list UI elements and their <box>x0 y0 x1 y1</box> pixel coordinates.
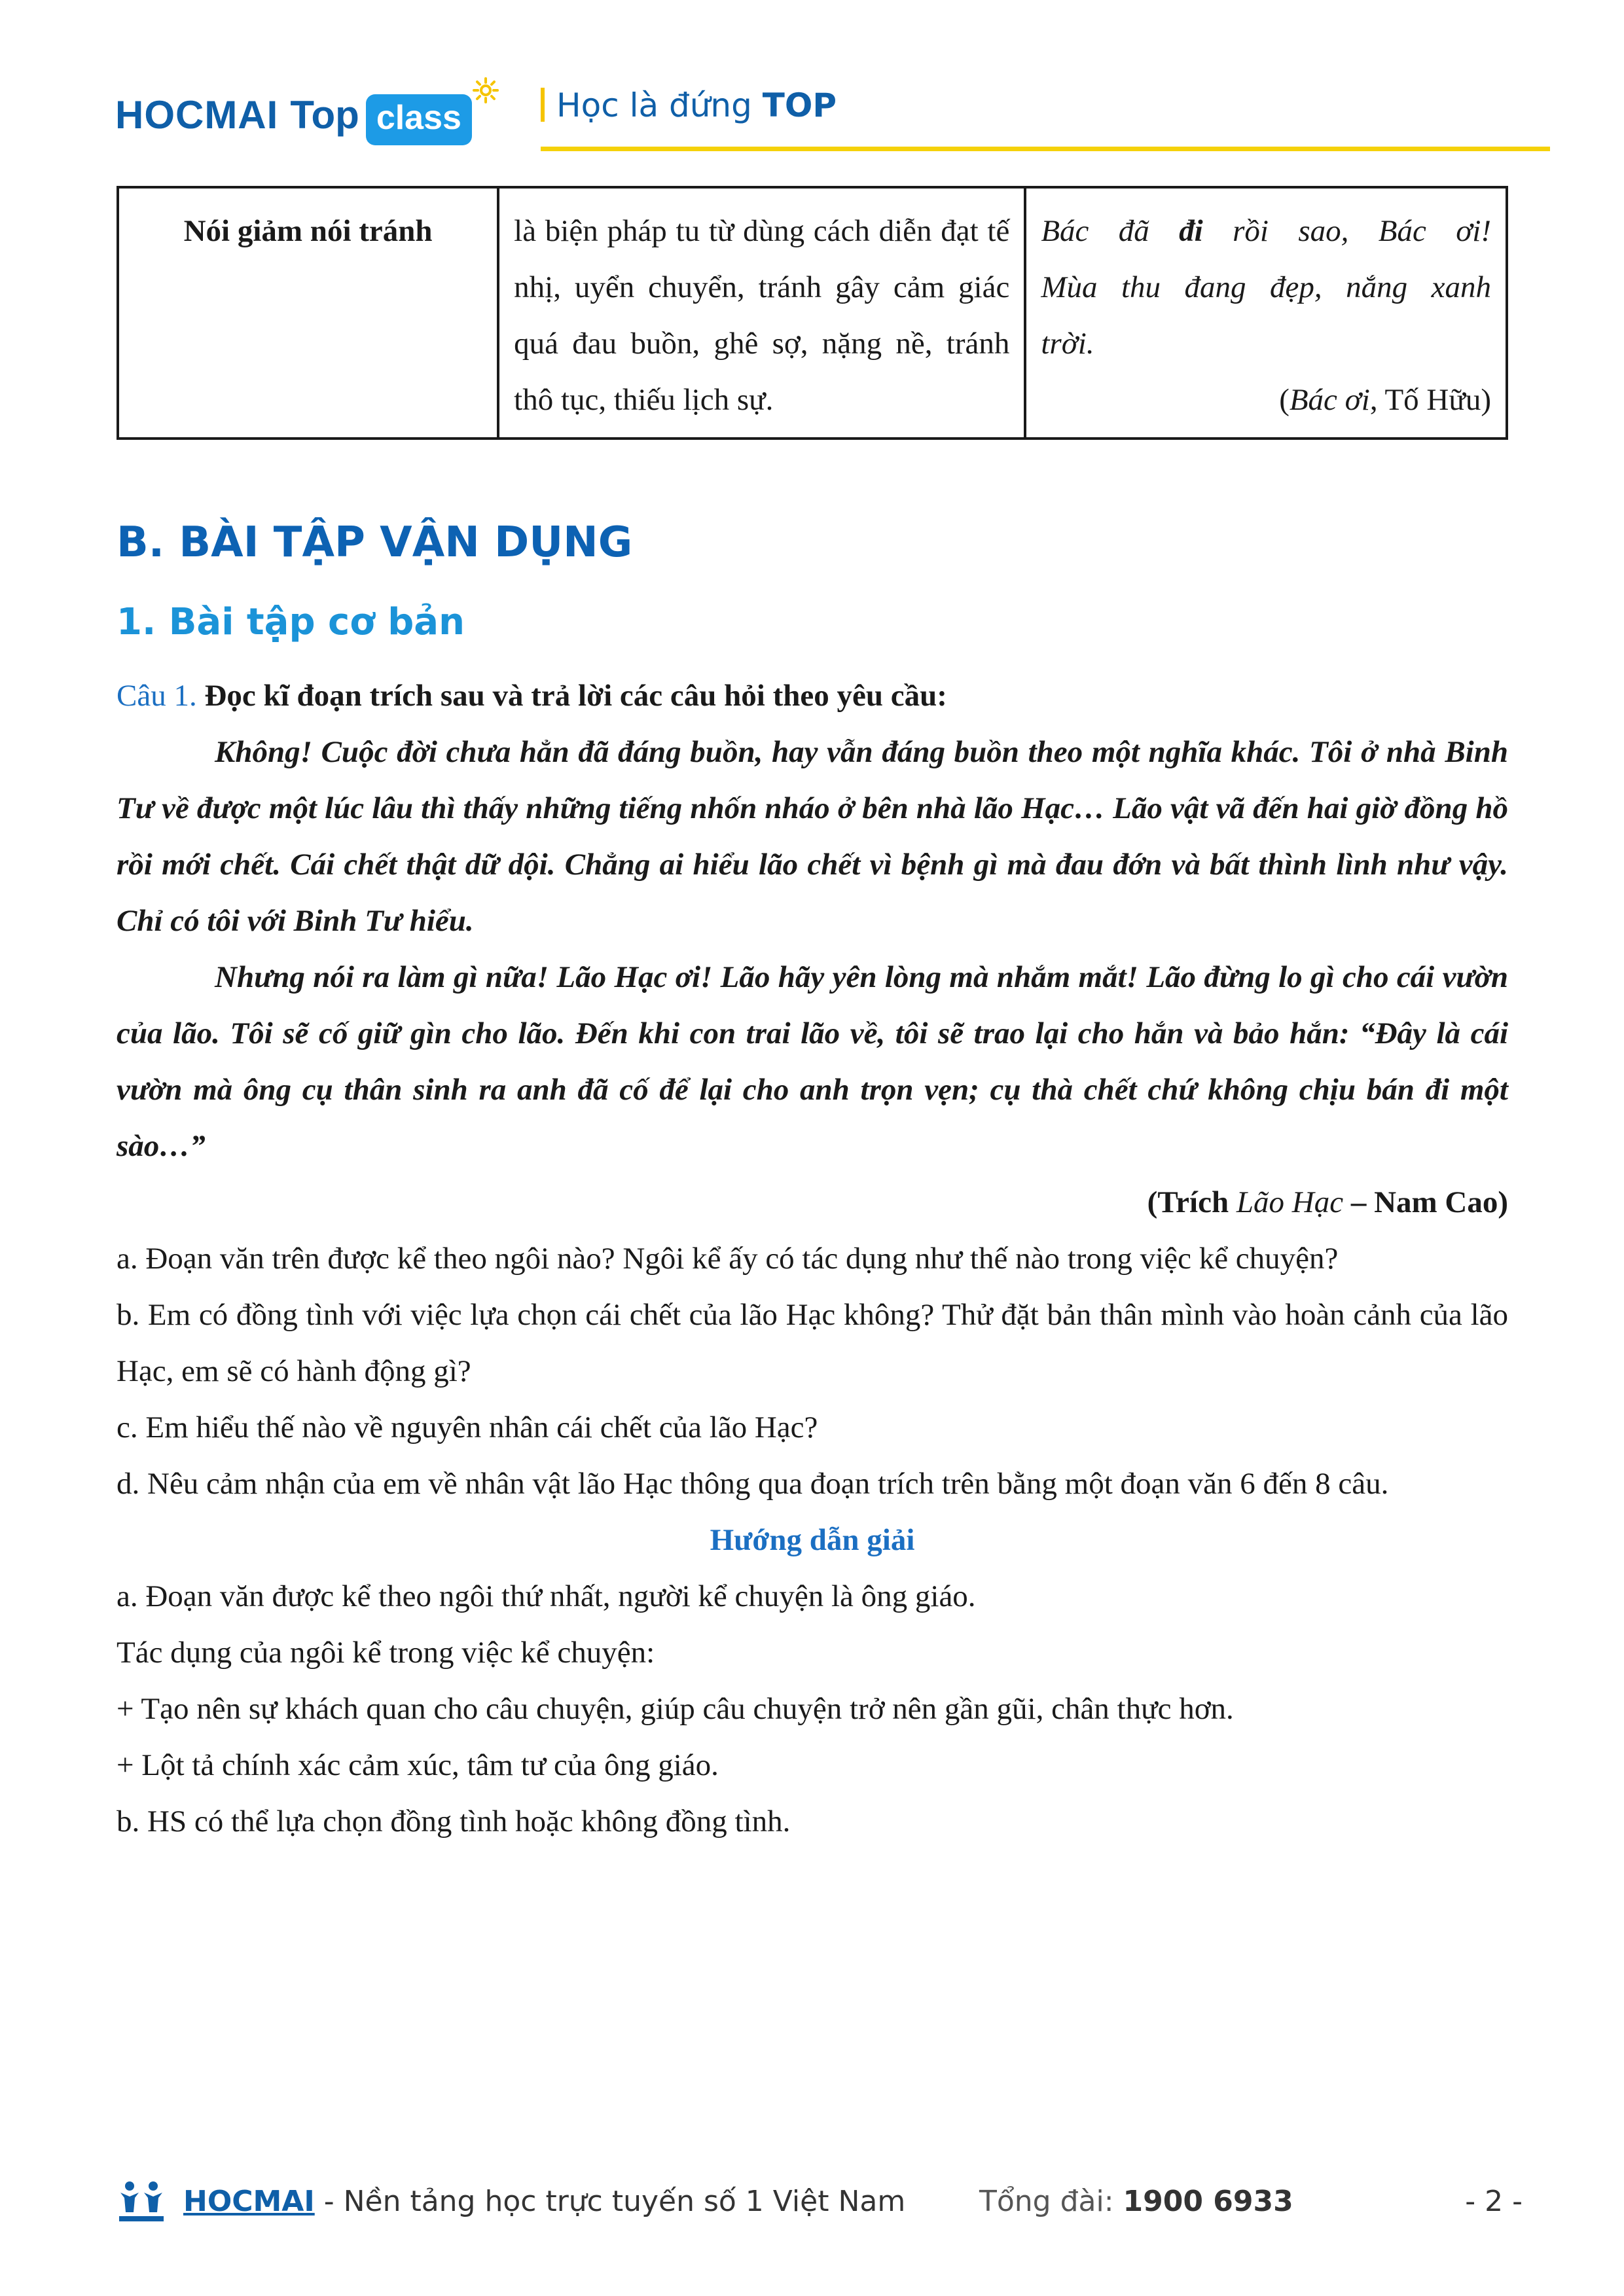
guide-line-4: + Lột tả chính xác cảm xúc, tâm tư của ông giáo. <box>117 1748 719 1782</box>
slogan-text: Học là đứng <box>556 86 752 124</box>
sun-icon <box>473 77 499 103</box>
question-item-d: d. Nêu cảm nhận của em về nhân vật lão Hạc thông qua đoạn trích trên bằng một đoạn văn 6 đến 8 câu. <box>117 1467 1389 1501</box>
logo-top-text: Top <box>290 92 359 137</box>
logo-hocmai-text: HOCMAI <box>115 92 279 137</box>
slogan-divider <box>541 88 545 122</box>
footer-tagline: HOCMAI - Nền tảng học trực tuyến số 1 Việt Nam <box>183 2185 906 2218</box>
term-cell: Nói giảm nói tránh <box>118 187 498 439</box>
logo-class-badge: class <box>366 94 472 145</box>
passage-source: (Trích Lão Hạc – Nam Cao) <box>1147 1185 1508 1219</box>
header-underline <box>541 147 1550 151</box>
example-line-1: Bác đã đi rồi sao, Bác ơi! <box>1041 214 1491 248</box>
question-item-a: a. Đoạn văn trên được kể theo ngôi nào? Ngôi kể ấy có tác dụng như thế nào trong việc kể chuyện? <box>117 1242 1339 1276</box>
definition-table <box>117 186 1508 440</box>
example-line-3: trời. <box>1041 327 1094 361</box>
slogan-bold: TOP <box>762 86 837 124</box>
example-cell <box>1025 187 1507 439</box>
example-line-2: Mùa thu đang đẹp, nắng xanh <box>1041 270 1491 304</box>
guide-line-5: b. HS có thể lựa chọn đồng tình hoặc không đồng tình. <box>117 1804 791 1839</box>
question-item-b: b. Em có đồng tình với việc lựa chọn cái chết của lão Hạc không? Thử đặt bản thân mình vào hoàn cảnh của lão Hạc, em sẽ có hành động gì? <box>117 1298 1508 1388</box>
footer-brand-link[interactable]: HOCMAI <box>183 2185 315 2218</box>
table-row <box>118 187 1507 439</box>
section-subtitle: 1. Bài tập cơ bản <box>117 601 465 643</box>
page-footer <box>115 2179 1523 2225</box>
guide-line-1: a. Đoạn văn được kể theo ngôi thứ nhất, người kể chuyện là ông giáo. <box>117 1579 976 1613</box>
guide-line-2: Tác dụng của ngôi kể trong việc kể chuyện: <box>117 1636 655 1670</box>
header-slogan <box>541 86 837 124</box>
question-item-c: c. Em hiểu thế nào về nguyên nhân cái chết của lão Hạc? <box>117 1410 818 1444</box>
question-prompt: Câu 1. Đọc kĩ đoạn trích sau và trả lời các câu hỏi theo yêu cầu: <box>117 679 947 713</box>
definition-cell: là biện pháp tu từ dùng cách diễn đạt tế nhị, uyển chuyển, tránh gây cảm giác quá đau buồn, ghê sợ, nặng nề, tránh thô tục, thiếu lịch sự. <box>498 187 1025 439</box>
page-number: - 2 - <box>1465 2185 1523 2218</box>
exercise-content <box>117 668 1508 1850</box>
example-source: (Bác ơi, Tố Hữu) <box>1279 383 1491 417</box>
passage-paragraph-1: Không! Cuộc đời chưa hẳn đã đáng buồn, hay vẫn đáng buồn theo một nghĩa khác. Tôi ở nhà Binh Tư về được một lúc lâu thì thấy những tiếng nhốn nháo ở bên nhà lão Hạc… Lão vật vã đến hai giờ đồng hồ rồi mới chết. Cái chết thật dữ dội. Chẳng ai hiểu lão chết vì bệnh gì mà đau đớn và bất thình lình như vậy. Chỉ có tôi với Binh Tư hiểu. <box>117 735 1508 938</box>
hocmai-people-icon <box>115 2179 168 2223</box>
guide-title: Hướng dẫn giải <box>710 1523 915 1557</box>
section-title: B. BÀI TẬP VẬN DỤNG <box>117 518 633 567</box>
footer-hotline: Tổng đài: 1900 6933 <box>979 2185 1293 2218</box>
passage-paragraph-2: Nhưng nói ra làm gì nữa! Lão Hạc ơi! Lão hãy yên lòng mà nhắm mắt! Lão đừng lo gì cho cái vườn của lão. Tôi sẽ cố giữ gìn cho lão. Đến khi con trai lão về, tôi sẽ trao lại cho hắn và bảo hắn: “Đây là cái vườn mà ông cụ thân sinh ra anh đã cố để lại cho anh trọn vẹn; cụ thà chết chứ không chịu bán đi một sào…” <box>117 960 1508 1163</box>
hocmai-topclass-logo <box>115 85 472 144</box>
question-label: Câu 1. <box>117 679 197 713</box>
guide-line-3: + Tạo nên sự khách quan cho câu chuyện, giúp câu chuyện trở nên gần gũi, chân thực hơn. <box>117 1692 1234 1726</box>
